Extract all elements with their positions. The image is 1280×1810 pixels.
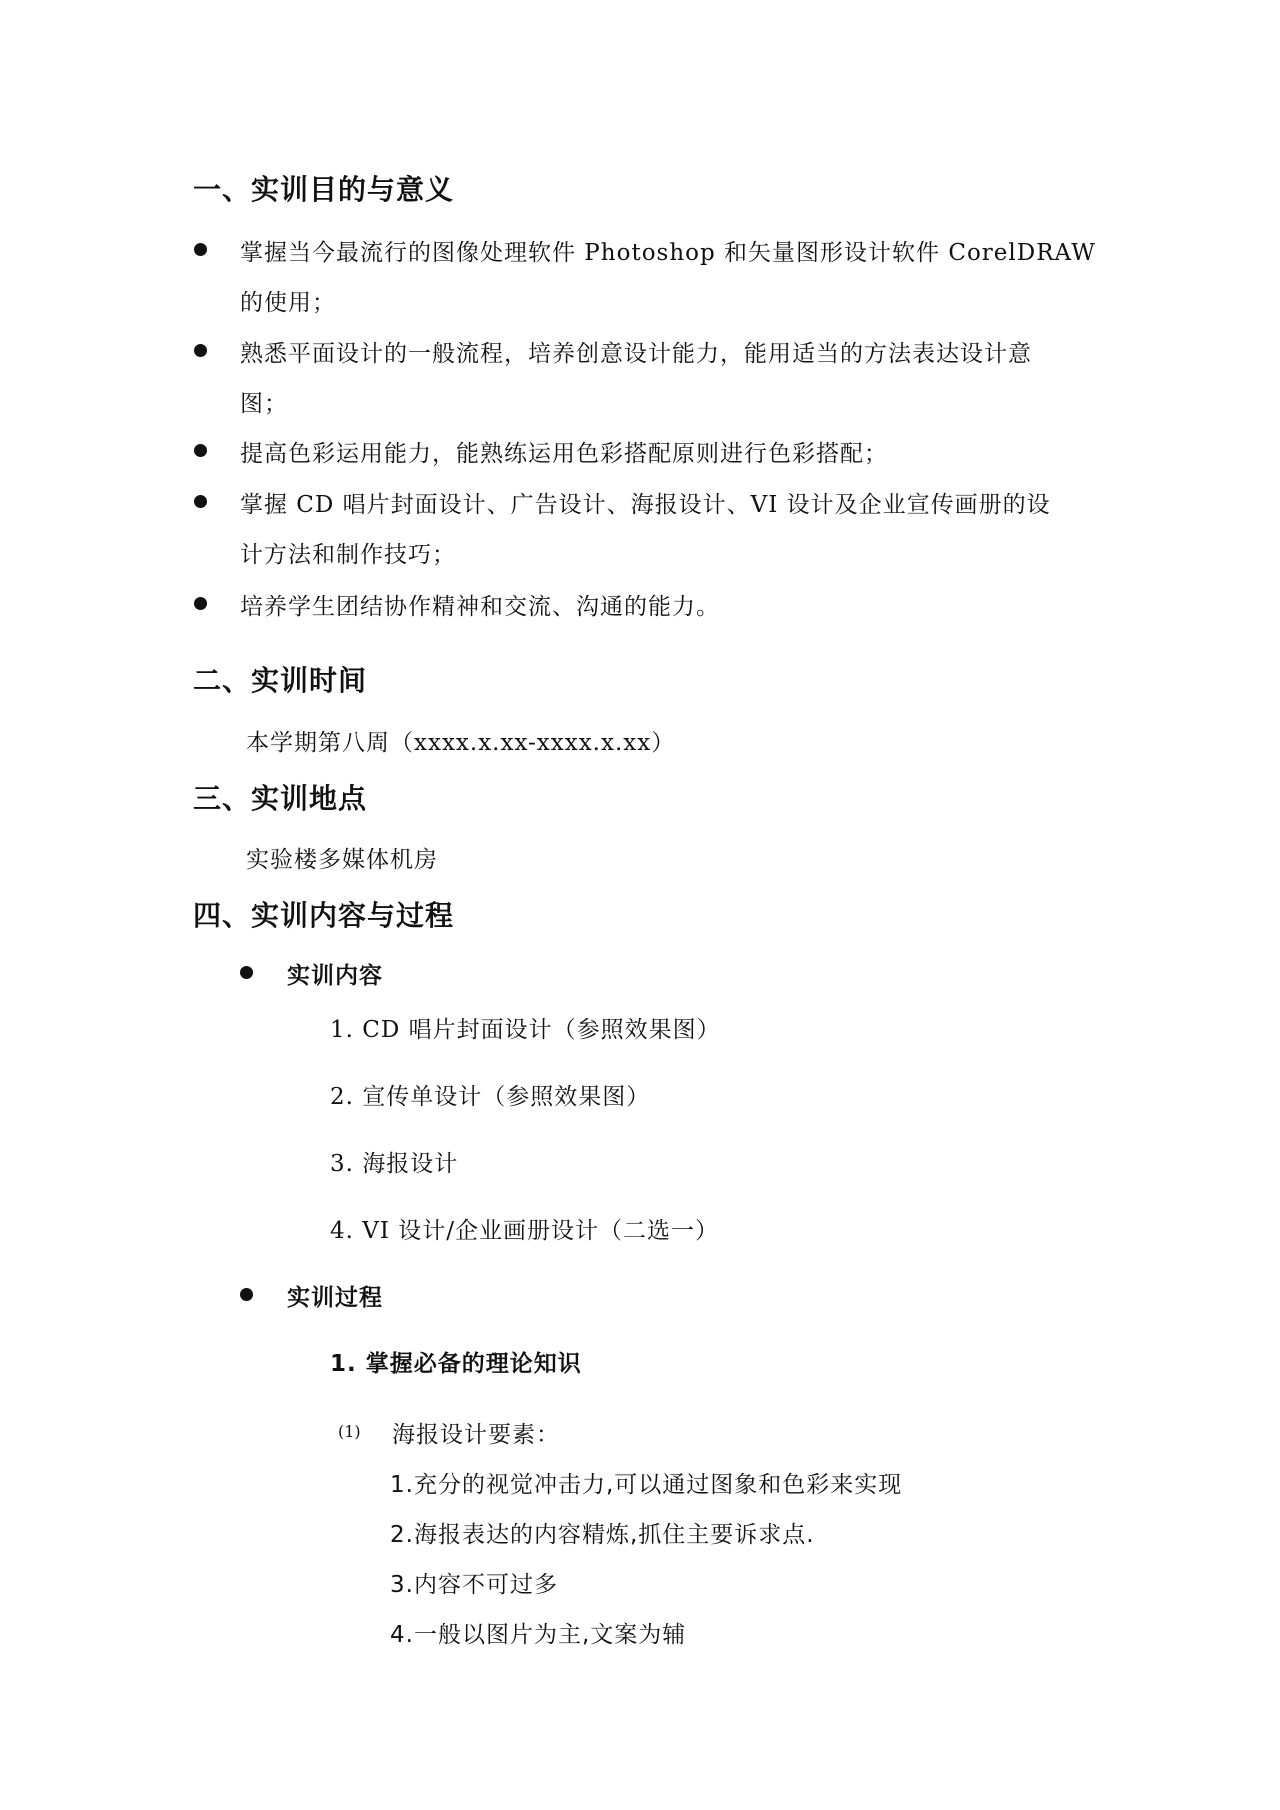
content-subheading: 实训内容 <box>287 963 383 989</box>
purpose-item-4-line1: 掌握 CD 唱片封面设计、广告设计、海报设计、VI 设计及企业宣传画册的设 <box>240 492 1051 518</box>
purpose-item-5: 培养学生团结协作精神和交流、沟通的能力。 <box>240 594 720 620</box>
purpose-item-4-line2: 计方法和制作技巧； <box>240 542 456 568</box>
sub-item-marker: (1) <box>338 1422 361 1441</box>
purpose-item-1-line1: 掌握当今最流行的图像处理软件 Photoshop 和矢量图形设计软件 CorelDRAW <box>240 240 1096 266</box>
training-time-text: 本学期第八周（xxxx.x.xx-xxxx.x.xx） <box>246 730 676 756</box>
poster-point-3: 3.内容不可过多 <box>390 1572 558 1598</box>
content-item-4: 4. VI 设计/企业画册设计（二选一） <box>330 1218 720 1244</box>
purpose-item-2-line2: 图； <box>240 391 288 417</box>
poster-point-1: 1.充分的视觉冲击力,可以通过图象和色彩来实现 <box>390 1472 903 1498</box>
content-item-3: 3. 海报设计 <box>330 1151 459 1177</box>
section-heading-time: 二、实训时间 <box>193 664 368 697</box>
content-item-1: 1. CD 唱片封面设计（参照效果图） <box>330 1017 721 1043</box>
process-step-1: 1. 掌握必备的理论知识 <box>330 1351 582 1377</box>
section-heading-content-process: 四、实训内容与过程 <box>193 899 455 932</box>
poster-elements-title: 海报设计要素： <box>392 1422 560 1448</box>
bullet-icon <box>240 1288 253 1301</box>
section-heading-purpose: 一、实训目的与意义 <box>193 173 455 206</box>
bullet-icon <box>194 495 207 508</box>
purpose-item-2-line1: 熟悉平面设计的一般流程，培养创意设计能力，能用适当的方法表达设计意 <box>240 341 1032 367</box>
process-subheading: 实训过程 <box>287 1285 383 1311</box>
training-location-text: 实验楼多媒体机房 <box>246 847 438 873</box>
purpose-item-3: 提高色彩运用能力，能熟练运用色彩搭配原则进行色彩搭配； <box>240 441 888 467</box>
bullet-icon <box>240 966 253 979</box>
content-item-2: 2. 宣传单设计（参照效果图） <box>330 1084 651 1110</box>
bullet-icon <box>194 444 207 457</box>
bullet-icon <box>194 344 207 357</box>
bullet-icon <box>194 243 207 256</box>
bullet-icon <box>194 597 207 610</box>
section-heading-location: 三、实训地点 <box>193 782 368 815</box>
poster-point-2: 2.海报表达的内容精炼,抓住主要诉求点. <box>390 1522 815 1548</box>
purpose-item-1-line2: 的使用； <box>240 290 336 316</box>
poster-point-4: 4.一般以图片为主,文案为辅 <box>390 1622 687 1648</box>
